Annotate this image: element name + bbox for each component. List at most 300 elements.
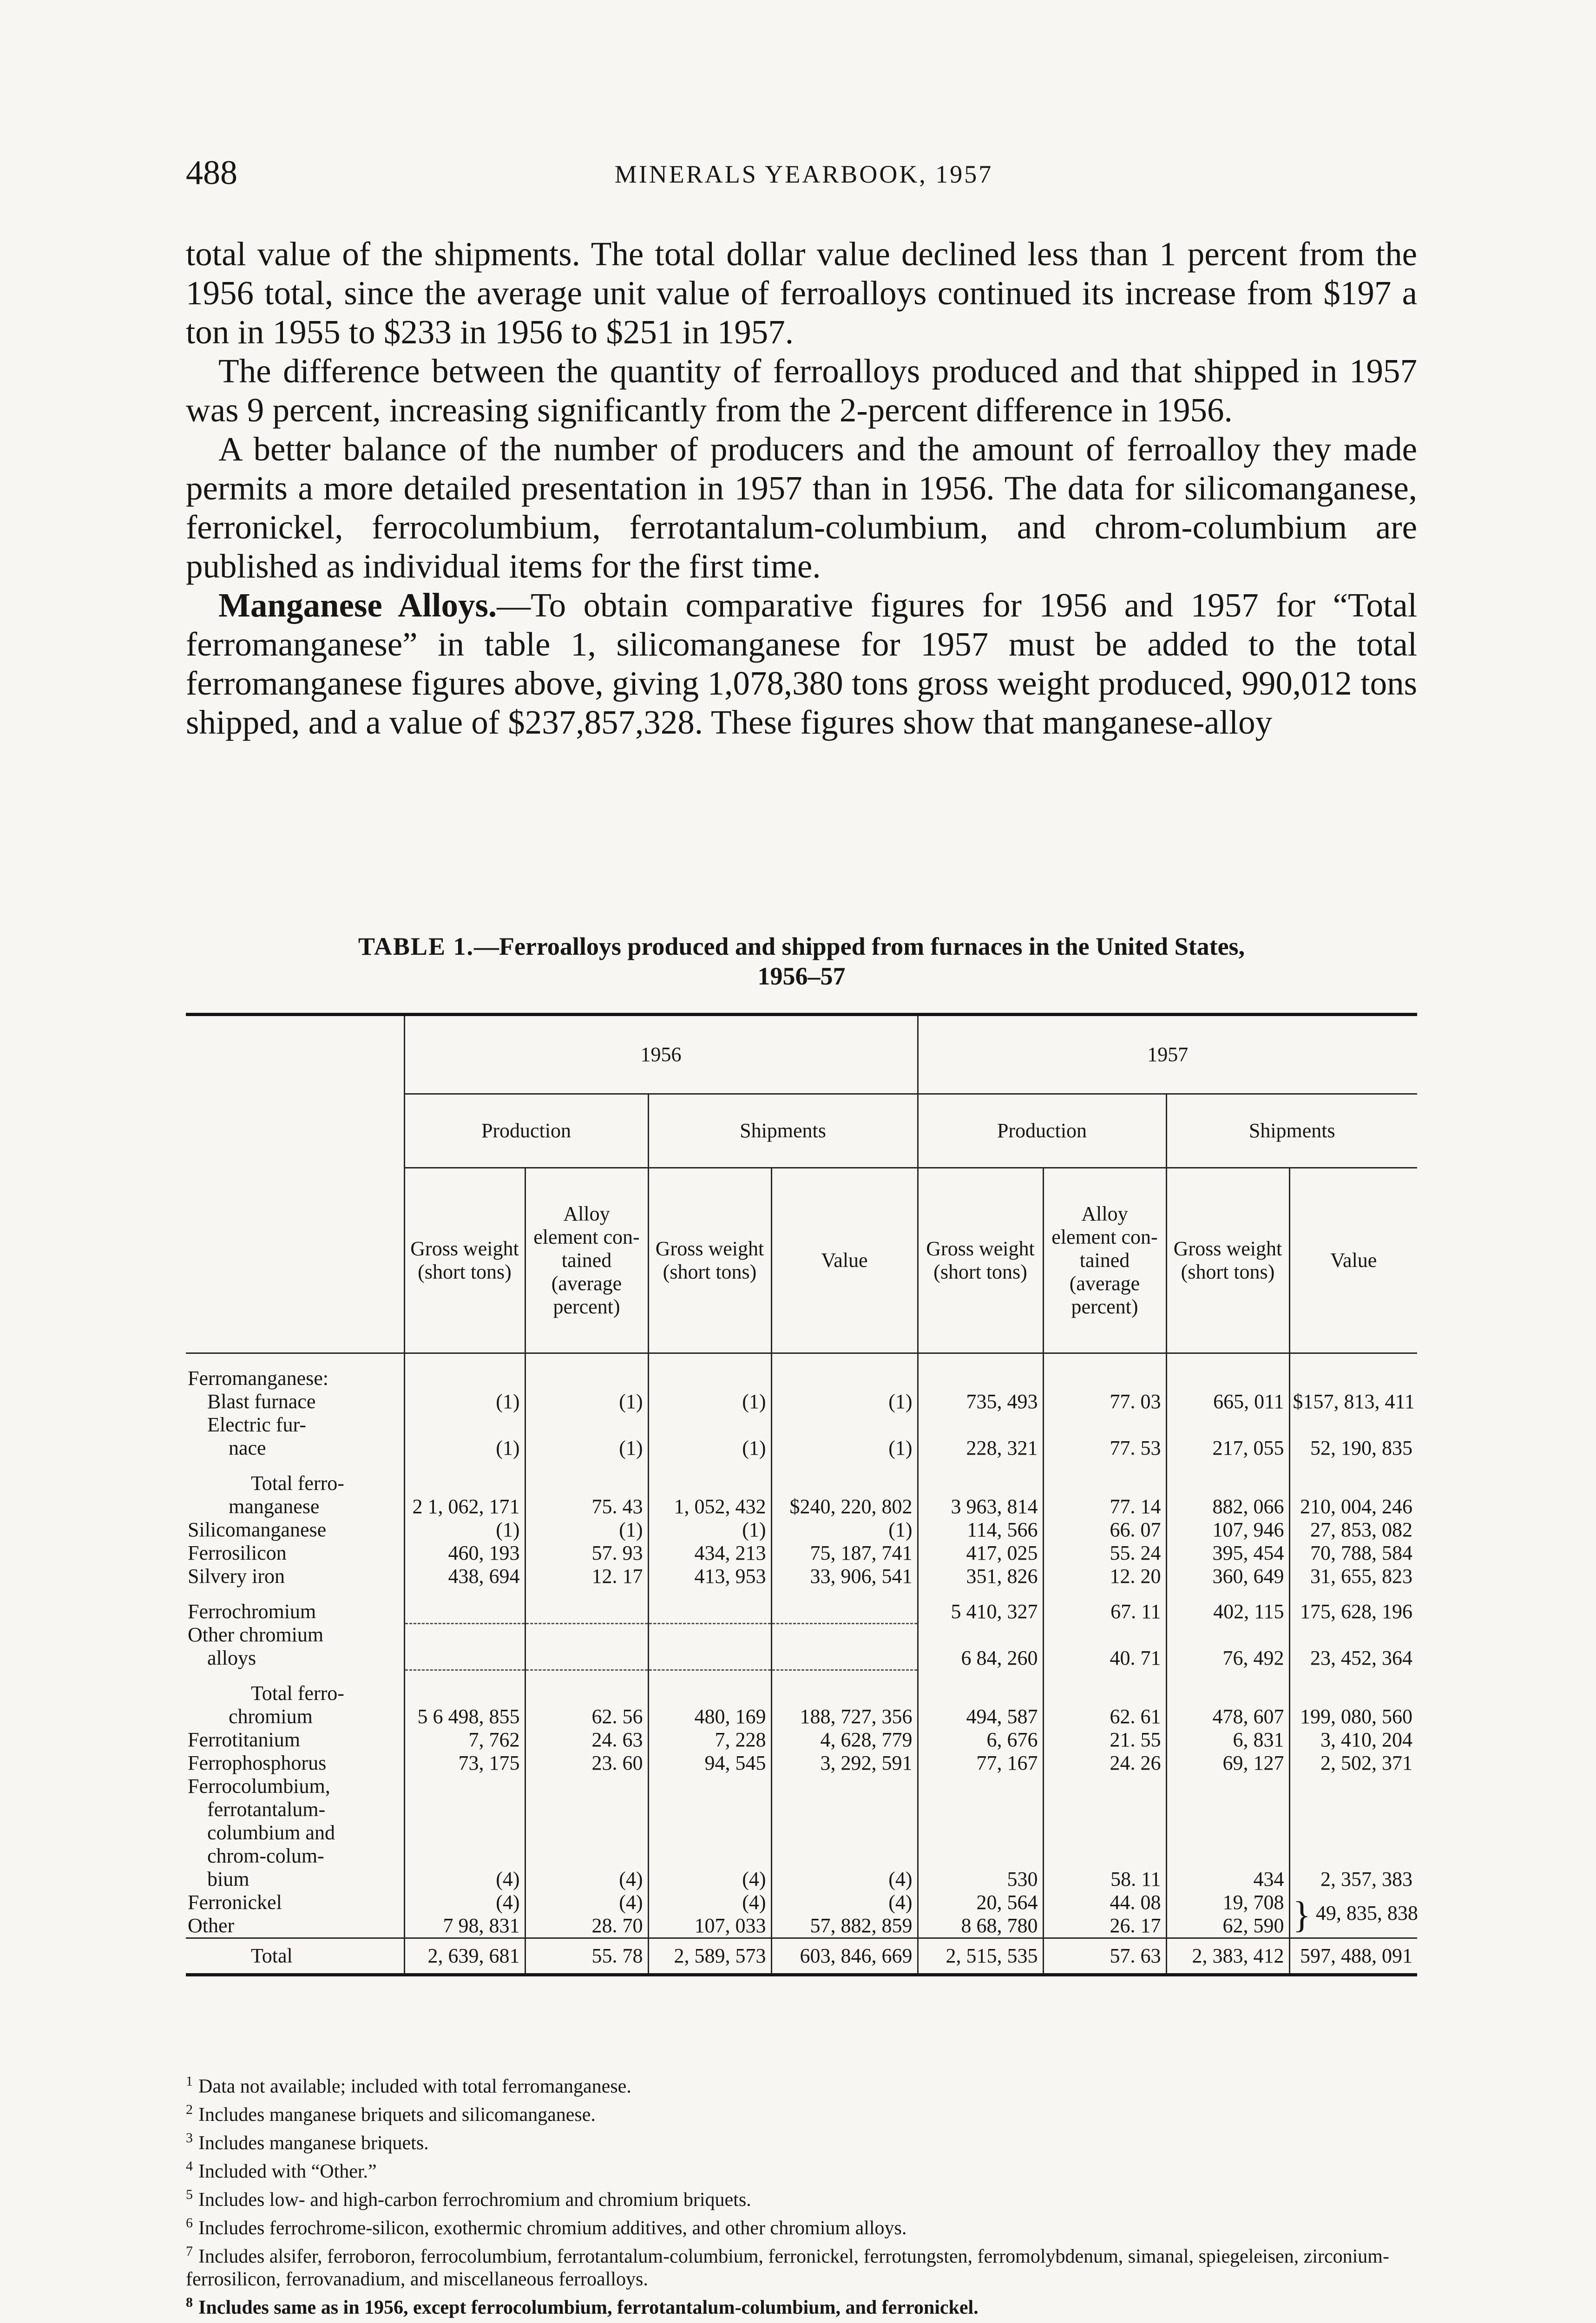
- table-cell: [525, 1623, 648, 1647]
- table-row: [186, 1752, 1417, 1775]
- table-cell: [771, 1623, 918, 1647]
- table-cell: 27, 853, 082: [1310, 1518, 1412, 1541]
- table-cell: [771, 1798, 918, 1821]
- table-cell: [918, 1798, 1043, 1821]
- table-cell: (4): [404, 1868, 525, 1891]
- table-cell: [404, 1353, 525, 1367]
- table-row: [186, 1565, 1417, 1588]
- table-cell: nace: [186, 1437, 404, 1460]
- table-cell: [771, 1775, 918, 1798]
- table-cell: [404, 1460, 525, 1495]
- table-row: [186, 1798, 1417, 1821]
- table-cell: 597, 488, 091: [1289, 1938, 1417, 1974]
- column-header: Gross weight (short tons): [648, 1168, 771, 1353]
- table-cell: 460, 193: [404, 1542, 525, 1565]
- table-cell: 188, 727, 356: [771, 1705, 918, 1728]
- table-cell: (4): [525, 1868, 648, 1891]
- table-cell: 52, 190, 835: [1310, 1437, 1412, 1459]
- table-cell: [1043, 1670, 1166, 1705]
- table-cell: 23, 452, 364: [1310, 1647, 1412, 1669]
- table-cell: 2 1, 062, 171: [404, 1495, 525, 1518]
- table-cell: [648, 1460, 771, 1495]
- stub-header: [186, 1016, 404, 1353]
- table-row: [186, 1775, 1417, 1798]
- footnote: [186, 2126, 1417, 2155]
- table-cell: [525, 1844, 648, 1868]
- table-cell: 55. 78: [525, 1938, 648, 1974]
- table-cell: (1): [771, 1437, 918, 1460]
- table-cell: 480, 169: [648, 1705, 771, 1728]
- page-header: [186, 153, 1422, 204]
- table-cell: (1): [648, 1437, 771, 1460]
- text: 7: [186, 2244, 193, 2259]
- paragraph: total value of the shipments. The total dollar value declined less than 1 percent from the 1956 total, since the average unit value of ferroalloys continued its increase from $197 a ton in 1955 to $233 in 1956 to $251 in 1957.: [186, 235, 1417, 351]
- table-cell: [771, 1821, 918, 1844]
- paragraph-manganese: [186, 586, 1417, 742]
- group-header: Shipments: [648, 1094, 918, 1168]
- table-cell: [1289, 1460, 1417, 1495]
- table-cell: (1): [771, 1518, 918, 1542]
- table-cell: [918, 1460, 1043, 1495]
- text: Includes manganese briquets.: [198, 2133, 429, 2154]
- column-header: Value: [771, 1168, 918, 1353]
- table-cell: 33, 906, 541: [771, 1565, 918, 1588]
- table-cell: [1289, 1821, 1417, 1844]
- table-cell: (1): [404, 1518, 525, 1542]
- table-cell: [1043, 1775, 1166, 1798]
- table-cell: 434, 213: [648, 1542, 771, 1565]
- table-cell: [404, 1798, 525, 1821]
- table-cell: 107, 946: [1166, 1518, 1289, 1542]
- table-cell: [918, 1413, 1043, 1437]
- brace: }: [1293, 1894, 1311, 1936]
- body-text: [186, 235, 1417, 742]
- table-cell: [1043, 1798, 1166, 1821]
- table-row: [186, 1588, 1417, 1623]
- table-cell: (4): [648, 1891, 771, 1914]
- table-cell: [918, 1821, 1043, 1844]
- table-cell: 67. 11: [1043, 1588, 1166, 1623]
- table-cell: 40. 71: [1043, 1647, 1166, 1670]
- table-cell: [1289, 1413, 1417, 1437]
- table-cell: 107, 033: [648, 1914, 771, 1938]
- table-cell: (1): [525, 1518, 648, 1542]
- table-cell: 76, 492: [1166, 1647, 1289, 1670]
- table-cell: [1043, 1460, 1166, 1495]
- table-cell: $157, 813, 411: [1293, 1390, 1415, 1413]
- table-cell: 62. 56: [525, 1705, 648, 1728]
- table-cell: [525, 1821, 648, 1844]
- text: 5: [186, 2187, 193, 2202]
- table-cell: (4): [771, 1891, 918, 1914]
- column-header: Gross weight (short tons): [404, 1168, 525, 1353]
- table-cell: [918, 1353, 1043, 1367]
- table-cell: (1): [771, 1390, 918, 1413]
- table-cell: Ferrosilicon: [186, 1542, 404, 1565]
- table-cell: 62. 61: [1043, 1705, 1166, 1728]
- footnote: [186, 2098, 1417, 2126]
- table-cell: 478, 607: [1166, 1705, 1289, 1728]
- table-cell: [771, 1413, 918, 1437]
- runin-heading: Manganese Alloys.: [218, 586, 497, 624]
- table-cell: 395, 454: [1166, 1542, 1289, 1565]
- table-cell: [918, 1844, 1043, 1868]
- footnote: [186, 2155, 1417, 2183]
- table-row: [186, 1542, 1417, 1565]
- table-cell: Ferrochromium: [186, 1588, 404, 1623]
- footnote: [186, 2183, 1417, 2211]
- table-cell: 58. 11: [1043, 1868, 1166, 1891]
- table-cell: [771, 1647, 918, 1670]
- table-cell: [1166, 1623, 1289, 1647]
- caption-line2: 1956–57: [757, 962, 846, 990]
- table-cell: 530: [918, 1868, 1043, 1891]
- table-cell: 882, 066: [1166, 1495, 1289, 1518]
- table-cell: (4): [404, 1891, 525, 1914]
- table-cell: [404, 1821, 525, 1844]
- table-cell: [1289, 1367, 1417, 1390]
- table-cell: 73, 175: [404, 1752, 525, 1775]
- table-cell: Blast furnace: [186, 1390, 404, 1413]
- table-cell: 66. 07: [1043, 1518, 1166, 1542]
- table-cell: [1289, 1353, 1417, 1367]
- column-header: Gross weight (short tons): [1166, 1168, 1289, 1353]
- table-row: [186, 1844, 1417, 1868]
- table-cell: [1043, 1353, 1166, 1367]
- table-cell: [1166, 1821, 1289, 1844]
- table-cell: (4): [771, 1868, 918, 1891]
- table-cell: Silicomanganese: [186, 1518, 404, 1542]
- table-cell: [1166, 1798, 1289, 1821]
- ferroalloys-table: [186, 1013, 1417, 1976]
- table-cell: 44. 08: [1043, 1891, 1166, 1914]
- table-cell: bium: [186, 1868, 404, 1891]
- table-row: [186, 1623, 1417, 1647]
- table-cell: chrom-colum-: [186, 1844, 404, 1868]
- text: Includes ferrochrome-silicon, exothermic chromium additives, and other chromium alloys.: [198, 2218, 907, 2239]
- table-cell: [1166, 1413, 1289, 1437]
- table-cell: [525, 1460, 648, 1495]
- text: 6: [186, 2215, 193, 2231]
- table-cell: 75. 43: [525, 1495, 648, 1518]
- table-cell: 70, 788, 584: [1310, 1542, 1412, 1564]
- table-cell: 75, 187, 741: [771, 1542, 918, 1565]
- table-cell: 2, 357, 383: [1320, 1868, 1412, 1890]
- table-cell: [648, 1798, 771, 1821]
- table-cell: 417, 025: [918, 1542, 1043, 1565]
- table-cell: 5 6 498, 855: [404, 1705, 525, 1728]
- table-cell: [1166, 1353, 1289, 1367]
- footnote: [186, 2240, 1417, 2291]
- table-row: [186, 1460, 1417, 1495]
- table-cell: 210, 004, 246: [1300, 1495, 1412, 1518]
- text: 2: [186, 2102, 193, 2117]
- table-cell: [525, 1798, 648, 1821]
- table-cell: 2, 639, 681: [404, 1938, 525, 1974]
- table-cell: (1): [648, 1518, 771, 1542]
- table-cell: 19, 708: [1166, 1891, 1289, 1914]
- table-cell: 8 68, 780: [918, 1914, 1043, 1938]
- table-cell: 77. 53: [1043, 1437, 1166, 1460]
- paragraph: The difference between the quantity of ferroalloys produced and that shipped in 1957 was 9 percent, increasing significantly from the 2-percent difference in 1956.: [186, 352, 1417, 429]
- table-cell: 6, 676: [918, 1728, 1043, 1752]
- table-cell: Other: [186, 1914, 404, 1938]
- text: Included with “Other.”: [198, 2161, 377, 2182]
- table-cell: 199, 080, 560: [1300, 1705, 1412, 1728]
- table-cell: 3, 410, 204: [1320, 1728, 1412, 1751]
- text: 1: [186, 2074, 193, 2089]
- footnote: [186, 2211, 1417, 2240]
- table-cell: [525, 1413, 648, 1437]
- table-cell: [648, 1821, 771, 1844]
- table-cell: [1043, 1413, 1166, 1437]
- table-cell: 62, 590: [1166, 1914, 1289, 1938]
- table-cell: [771, 1588, 918, 1623]
- table-cell: 7, 762: [404, 1728, 525, 1752]
- text: 4: [186, 2159, 193, 2174]
- table-cell: 2, 589, 573: [648, 1938, 771, 1974]
- table-cell: [771, 1670, 918, 1705]
- table-cell: 24. 63: [525, 1728, 648, 1752]
- table-cell: 438, 694: [404, 1565, 525, 1588]
- year-header: 1957: [918, 1016, 1417, 1094]
- table-cell: [404, 1623, 525, 1647]
- table-cell: Ferromanganese:: [186, 1367, 404, 1390]
- table-cell: 217, 055: [1166, 1437, 1289, 1460]
- table-cell: 23. 60: [525, 1752, 648, 1775]
- table-cell: 494, 587: [918, 1705, 1043, 1728]
- table-cell: Total ferro-: [186, 1670, 404, 1705]
- table-cell: 7, 228: [648, 1728, 771, 1752]
- table-cell: [1166, 1367, 1289, 1390]
- table-cell: 2, 383, 412: [1166, 1938, 1289, 1974]
- table-cell: [525, 1670, 648, 1705]
- table-cell: [648, 1588, 771, 1623]
- table-cell: 94, 545: [648, 1752, 771, 1775]
- column-header: Value: [1289, 1168, 1417, 1353]
- table-cell: 6, 831: [1166, 1728, 1289, 1752]
- table-cell: [918, 1670, 1043, 1705]
- column-header: Alloy element con-tained (average percent): [1043, 1168, 1166, 1353]
- table-cell: [648, 1647, 771, 1670]
- table-cell: 175, 628, 196: [1300, 1600, 1412, 1623]
- table-cell: Ferrophosphorus: [186, 1752, 404, 1775]
- table-cell: [525, 1353, 648, 1367]
- table-cell: $240, 220, 802: [771, 1495, 918, 1518]
- table-cell: 24. 26: [1043, 1752, 1166, 1775]
- table-cell: [525, 1588, 648, 1623]
- table-cell: [771, 1353, 918, 1367]
- table-label: TABLE 1.: [358, 932, 474, 960]
- table-cell: 413, 953: [648, 1565, 771, 1588]
- table-row: [186, 1891, 1417, 1914]
- table-cell: 434: [1166, 1868, 1289, 1891]
- table-cell: (4): [525, 1891, 648, 1914]
- table-cell: 31, 655, 823: [1310, 1565, 1412, 1588]
- table-cell: [186, 1353, 404, 1367]
- column-header: Gross weight (short tons): [918, 1168, 1043, 1353]
- table-cell: [1166, 1670, 1289, 1705]
- table-cell: columbium and: [186, 1821, 404, 1844]
- text: 49, 835, 838: [1315, 1902, 1418, 1925]
- table-cell: Electric fur-: [186, 1413, 404, 1437]
- table-row-total: [186, 1938, 1417, 1974]
- table-row: [186, 1647, 1417, 1670]
- table-cell: Ferrotitanium: [186, 1728, 404, 1752]
- table-cell: [1289, 1844, 1417, 1868]
- table-cell: 77. 14: [1043, 1495, 1166, 1518]
- paragraph: A better balance of the number of producers and the amount of ferroalloy they made permits a more detailed presentation in 1957 than in 1956. The data for silicomanganese, ferronickel, ferrocolumbium, ferrotantalum-columbium, and chrom-columbium are published as individual items for the first time.: [186, 430, 1417, 585]
- footnotes: [186, 2070, 1417, 2319]
- table-cell: [1166, 1460, 1289, 1495]
- year-header: 1956: [404, 1016, 918, 1094]
- table-cell: Ferronickel: [186, 1891, 404, 1914]
- table-row: [186, 1670, 1417, 1705]
- running-head: MINERALS YEARBOOK, 1957: [614, 160, 993, 188]
- table-cell: 114, 566: [918, 1518, 1043, 1542]
- table-cell: 665, 011: [1166, 1390, 1289, 1413]
- table-row: [186, 1518, 1417, 1542]
- table-cell: [1166, 1775, 1289, 1798]
- table-cell: (1): [525, 1437, 648, 1460]
- table-cell: 57. 63: [1043, 1938, 1166, 1974]
- table-cell: [404, 1367, 525, 1390]
- table-cell: Total: [186, 1938, 404, 1974]
- table-cell: 735, 493: [918, 1390, 1043, 1413]
- table-cell: 4, 628, 779: [771, 1728, 918, 1752]
- table-row: [186, 1413, 1417, 1437]
- table-cell: (4): [648, 1868, 771, 1891]
- table-cell: [1043, 1821, 1166, 1844]
- table-cell: 351, 826: [918, 1565, 1043, 1588]
- table-cell: [404, 1844, 525, 1868]
- table-cell: [648, 1844, 771, 1868]
- table-cell: [404, 1775, 525, 1798]
- table-cell: 57. 93: [525, 1542, 648, 1565]
- table-cell: [771, 1844, 918, 1868]
- table-cell: 228, 321: [918, 1437, 1043, 1460]
- table-cell: [648, 1775, 771, 1798]
- table-cell: 21. 55: [1043, 1728, 1166, 1752]
- table-cell: 12. 17: [525, 1565, 648, 1588]
- table-cell: [404, 1647, 525, 1670]
- table-cell: [918, 1367, 1043, 1390]
- table-cell: 402, 115: [1166, 1588, 1289, 1623]
- table-cell: 57, 882, 859: [771, 1914, 918, 1938]
- group-header: Production: [918, 1094, 1166, 1168]
- table-cell: (1): [404, 1390, 525, 1413]
- table-cell: chromium: [186, 1705, 404, 1728]
- table-cell: 5 410, 327: [918, 1588, 1043, 1623]
- column-header: Alloy element con-tained (average percent): [525, 1168, 648, 1353]
- paragraph-text: —To obtain comparative figures for 1956 and 1957 for “Total ferromanganese” in table 1, silicomanganese for 1957 must be added to the total ferromanganese figures above, giving 1,078,380 tons gross weight produced, 990,012 tons shipped, and a value of $237,857,328. These figures show that manganese-alloy: [186, 586, 1417, 741]
- table-cell: [525, 1775, 648, 1798]
- table-cell: [525, 1367, 648, 1390]
- table-cell: 55. 24: [1043, 1542, 1166, 1565]
- table-cell: alloys: [186, 1647, 404, 1670]
- table-cell: [404, 1413, 525, 1437]
- table-cell: [771, 1460, 918, 1495]
- table-cell: [1289, 1670, 1417, 1705]
- table-row: [186, 1705, 1417, 1728]
- table-cell: Other chromium: [186, 1623, 404, 1647]
- table-row: [186, 1367, 1417, 1390]
- table-cell: (1): [525, 1390, 648, 1413]
- table-cell: ferrotantalum-: [186, 1798, 404, 1821]
- table-cell: manganese: [186, 1495, 404, 1518]
- table-cell: (1): [648, 1390, 771, 1413]
- table-cell: [1043, 1367, 1166, 1390]
- text: Includes same as in 1956, except ferrocolumbium, ferrotantalum-columbium, and ferronickel.: [198, 2297, 979, 2318]
- group-header: Shipments: [1166, 1094, 1417, 1168]
- table-cell: [648, 1353, 771, 1367]
- table-cell: 77. 03: [1043, 1390, 1166, 1413]
- table-cell: 3, 292, 591: [771, 1752, 918, 1775]
- table-cell: 77, 167: [918, 1752, 1043, 1775]
- table-row: [186, 1390, 1417, 1413]
- table-row: [186, 1821, 1417, 1844]
- table-cell: [771, 1367, 918, 1390]
- group-header: Production: [404, 1094, 648, 1168]
- table-row: [186, 1437, 1417, 1460]
- table-cell: Total ferro-: [186, 1460, 404, 1495]
- table-cell: [1043, 1623, 1166, 1647]
- table-cell: 12. 20: [1043, 1565, 1166, 1588]
- table-cell: [525, 1647, 648, 1670]
- footnote: [186, 2070, 1417, 2098]
- text: 8: [186, 2295, 193, 2310]
- table-cell: [1289, 1891, 1417, 1938]
- table-cell: [648, 1623, 771, 1647]
- table-cell: 360, 649: [1166, 1565, 1289, 1588]
- table-cell: Silvery iron: [186, 1565, 404, 1588]
- table-cell: 1, 052, 432: [648, 1495, 771, 1518]
- table-cell: [1289, 1798, 1417, 1821]
- table-cell: 28. 70: [525, 1914, 648, 1938]
- table-row: [186, 1868, 1417, 1891]
- text: Data not available; included with total ferromanganese.: [198, 2076, 631, 2097]
- table-cell: [648, 1670, 771, 1705]
- table-cell: [404, 1588, 525, 1623]
- table-cell: [1043, 1844, 1166, 1868]
- table-cell: [404, 1670, 525, 1705]
- table-cell: (1): [404, 1437, 525, 1460]
- footnote: [186, 2291, 1417, 2319]
- table-cell: [1289, 1775, 1417, 1798]
- text: Includes manganese briquets and silicomanganese.: [198, 2104, 596, 2126]
- table-cell: [918, 1775, 1043, 1798]
- table-cell: 26. 17: [1043, 1914, 1166, 1938]
- text: 3: [186, 2130, 193, 2146]
- table-cell: 69, 127: [1166, 1752, 1289, 1775]
- table-cell: Ferrocolumbium,: [186, 1775, 404, 1798]
- table-row: [186, 1728, 1417, 1752]
- text: Includes alsifer, ferroboron, ferrocolumbium, ferrotantalum-columbium, ferronickel, ferrotungsten, ferromolybdenum, simanal, spiegeleisen, zirconium-ferrosilicon, ferrovanadium, and miscellaneous ferroalloys.: [186, 2246, 1389, 2290]
- table-cell: 6 84, 260: [918, 1647, 1043, 1670]
- table-cell: 7 98, 831: [404, 1914, 525, 1938]
- table-cell: 603, 846, 669: [771, 1938, 918, 1974]
- table-cell: [648, 1367, 771, 1390]
- table-cell: [648, 1413, 771, 1437]
- table-cell: [1289, 1623, 1417, 1647]
- table-cell: 2, 502, 371: [1320, 1752, 1412, 1774]
- table-cell: [918, 1623, 1043, 1647]
- text: Includes low- and high-carbon ferrochromium and chromium briquets.: [198, 2189, 751, 2211]
- table-caption: [186, 932, 1417, 991]
- table-cell: 3 963, 814: [918, 1495, 1043, 1518]
- table-row: [186, 1495, 1417, 1518]
- table-row: [186, 1914, 1417, 1938]
